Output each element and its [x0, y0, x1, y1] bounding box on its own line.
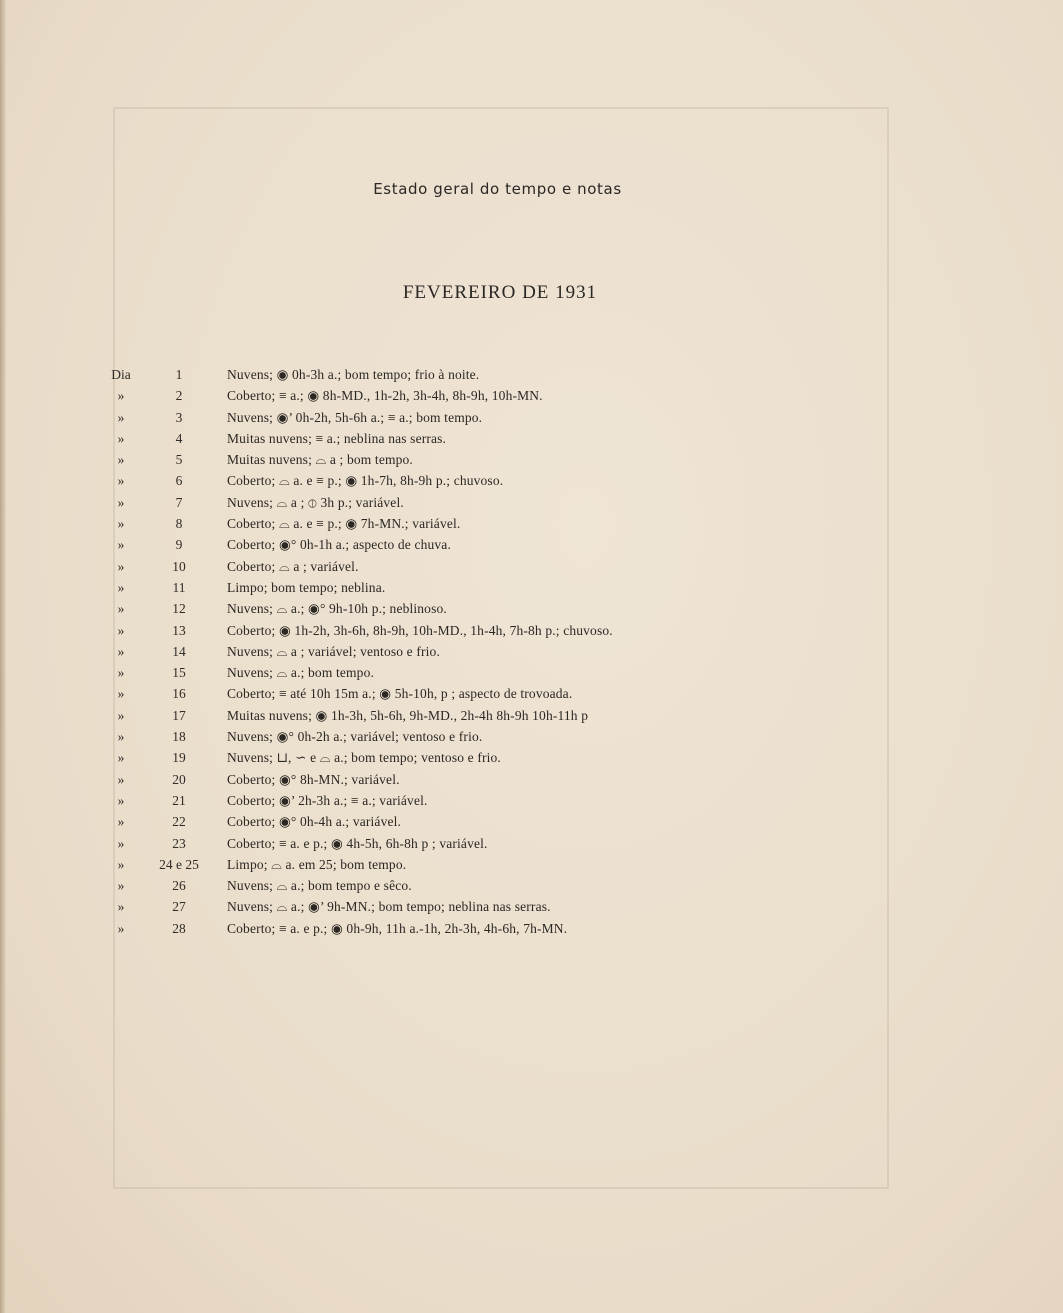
weather-note: Nuvens; ⌓ a.; bom tempo e sêco. — [227, 878, 412, 894]
day-number: 2 — [175, 388, 183, 404]
day-number: 12 — [172, 601, 186, 617]
day-number: 3 — [175, 409, 183, 425]
day-number: 17 — [172, 707, 186, 723]
day-number: 14 — [172, 643, 186, 659]
ditto-mark: » — [117, 750, 125, 766]
list-item — [0, 875, 1063, 896]
day-number: 11 — [172, 579, 186, 595]
ditto-mark: » — [117, 622, 125, 638]
ditto-mark: » — [117, 771, 125, 787]
weather-note: Nuvens; ⌓ a.; ◉° 9h-10h p.; neblinoso. — [227, 601, 447, 617]
day-number: 20 — [172, 771, 186, 787]
list-item — [0, 662, 1063, 683]
day-number: 1 — [175, 367, 183, 382]
ditto-mark: » — [117, 878, 125, 894]
day-number: 8 — [175, 516, 183, 532]
weather-note: Nuvens; ◉ 0h-3h a.; bom tempo; frio à noite. — [227, 367, 480, 382]
weather-note: Nuvens; ⌓ a.; bom tempo. — [227, 665, 375, 681]
list-item — [0, 407, 1063, 428]
page-title: FEVEREIRO DE 1931 — [402, 282, 598, 303]
ditto-mark: » — [117, 814, 125, 830]
day-number: 5 — [175, 452, 183, 468]
weather-note: Coberto; ⌓ a ; variável. — [227, 558, 359, 574]
list-item — [0, 577, 1063, 598]
day-number: 24 e 25 — [159, 856, 199, 872]
day-number: 19 — [172, 750, 186, 766]
weather-note: Nuvens; ◉° 0h-2h a.; variável; ventoso e frio. — [227, 729, 483, 745]
weather-note: Limpo; ⌓ a. em 25; bom tempo. — [227, 856, 407, 872]
ditto-mark: » — [117, 494, 125, 510]
day-label: Dia — [111, 367, 131, 382]
list-item — [0, 726, 1063, 747]
day-number: 10 — [172, 558, 186, 574]
ditto-mark: » — [117, 686, 125, 702]
list-item — [0, 364, 1063, 385]
list-item — [0, 385, 1063, 406]
weather-note: Coberto; ≡ a.; ◉ 8h-MD., 1h-2h, 3h-4h, 8h-9h, 10h-MN. — [227, 388, 543, 404]
ditto-mark: » — [117, 430, 125, 446]
list-item — [0, 620, 1063, 641]
weather-note: Nuvens; ⌓ a ; variável; ventoso e frio. — [227, 643, 440, 659]
list-item — [0, 833, 1063, 854]
list-item — [0, 705, 1063, 726]
list-item — [0, 492, 1063, 513]
list-item — [0, 470, 1063, 491]
day-number: 6 — [175, 473, 183, 489]
list-item — [0, 428, 1063, 449]
weather-note: Nuvens; ⌓ a ; ⦶ 3h p.; variável. — [227, 494, 404, 510]
day-number: 9 — [175, 537, 183, 553]
day-number: 23 — [172, 835, 186, 851]
ditto-mark: » — [117, 792, 125, 808]
weather-note: Muitas nuvens; ◉ 1h-3h, 5h-6h, 9h-MD., 2h-4h 8h-9h 10h-11h p — [227, 707, 589, 723]
list-item — [0, 769, 1063, 790]
day-number: 22 — [172, 814, 186, 830]
ditto-mark: » — [117, 601, 125, 617]
ditto-mark: » — [117, 665, 125, 681]
day-number: 16 — [172, 686, 186, 702]
weather-note: Coberto; ≡ até 10h 15m a.; ◉ 5h-10h, p ; aspecto de trovoada. — [227, 686, 573, 702]
ditto-mark: » — [117, 409, 125, 425]
list-item — [0, 449, 1063, 470]
ditto-mark: » — [117, 516, 125, 532]
list-item — [0, 598, 1063, 619]
weather-note: Coberto; ◉° 0h-4h a.; variável. — [227, 814, 402, 830]
day-number: 21 — [172, 792, 186, 808]
list-item — [0, 896, 1063, 917]
ditto-mark: » — [117, 835, 125, 851]
list-item — [0, 513, 1063, 534]
weather-note: Nuvens; ⊔, ∽ e ⌓ a.; bom tempo; ventoso e frio. — [227, 750, 501, 766]
list-item — [0, 854, 1063, 875]
weather-note: Muitas nuvens; ⌓ a ; bom tempo. — [227, 452, 413, 468]
weather-note: Coberto; ⌓ a. e ≡ p.; ◉ 1h-7h, 8h-9h p.; chuvoso. — [227, 473, 504, 489]
ditto-mark: » — [117, 452, 125, 468]
day-number: 7 — [175, 494, 183, 510]
ditto-mark: » — [117, 899, 125, 915]
daily-entries-list — [0, 364, 1063, 939]
list-item — [0, 918, 1063, 939]
ditto-mark: » — [117, 473, 125, 489]
day-number: 27 — [172, 899, 186, 915]
weather-note: Coberto; ◉ 1h-2h, 3h-6h, 8h-9h, 10h-MD., 1h-4h, 7h-8h p.; chuvoso. — [227, 622, 613, 638]
weather-note: Coberto; ◉’ 2h-3h a.; ≡ a.; variável. — [227, 792, 428, 808]
weather-note: Muitas nuvens; ≡ a.; neblina nas serras. — [227, 430, 447, 446]
ditto-mark: » — [117, 920, 125, 936]
day-number: 28 — [172, 920, 186, 936]
ditto-mark: » — [117, 558, 125, 574]
weather-note: Nuvens; ⌓ a.; ◉’ 9h-MN.; bom tempo; neblina nas serras. — [227, 899, 551, 915]
ditto-mark: » — [117, 856, 125, 872]
list-item — [0, 641, 1063, 662]
weather-note: Limpo; bom tempo; neblina. — [227, 579, 386, 595]
ditto-mark: » — [117, 707, 125, 723]
list-item — [0, 747, 1063, 768]
weather-note: Coberto; ⌓ a. e ≡ p.; ◉ 7h-MN.; variável. — [227, 516, 461, 532]
weather-note: Nuvens; ◉’ 0h-2h, 5h-6h a.; ≡ a.; bom tempo. — [227, 409, 483, 425]
ditto-mark: » — [117, 388, 125, 404]
section-subtitle: Estado geral do tempo e notas — [373, 180, 622, 198]
ditto-mark: » — [117, 579, 125, 595]
weather-note: Coberto; ◉° 0h-1h a.; aspecto de chuva. — [227, 537, 451, 553]
list-item — [0, 556, 1063, 577]
weather-note: Coberto; ◉° 8h-MN.; variável. — [227, 771, 400, 787]
day-number: 18 — [172, 729, 186, 745]
ditto-mark: » — [117, 537, 125, 553]
list-item — [0, 811, 1063, 832]
ditto-mark: » — [117, 643, 125, 659]
day-number: 15 — [172, 665, 186, 681]
list-item — [0, 683, 1063, 704]
day-number: 13 — [172, 622, 186, 638]
day-number: 4 — [175, 430, 183, 446]
list-item — [0, 790, 1063, 811]
weather-note: Coberto; ≡ a. e p.; ◉ 0h-9h, 11h a.-1h, 2h-3h, 4h-6h, 7h-MN. — [227, 920, 568, 936]
weather-note: Coberto; ≡ a. e p.; ◉ 4h-5h, 6h-8h p ; variável. — [227, 835, 488, 851]
day-number: 26 — [172, 878, 186, 894]
ditto-mark: » — [117, 729, 125, 745]
list-item — [0, 534, 1063, 555]
